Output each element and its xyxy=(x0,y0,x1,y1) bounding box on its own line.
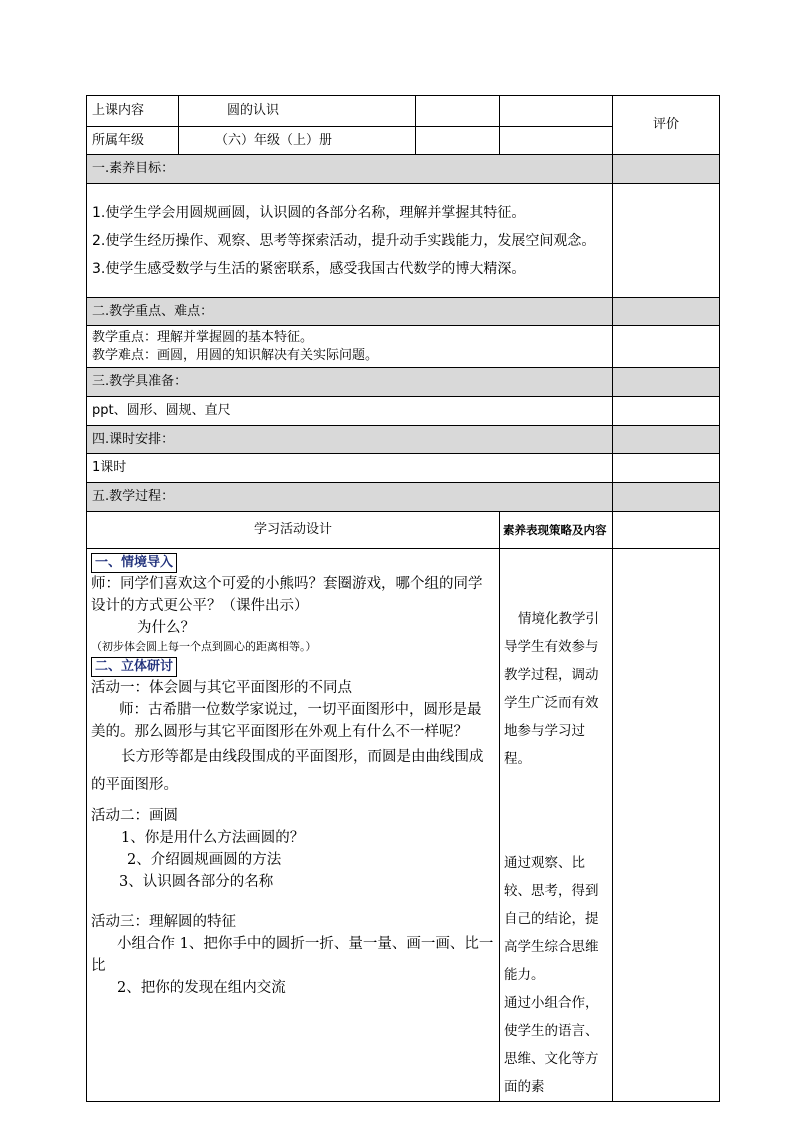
key-point: 教学重点：理解并掌握圆的基本特征。 xyxy=(92,329,314,345)
grade-label: 所属年级 xyxy=(87,127,179,155)
act3-text: 小组合作 1、把你手中的圆折一折、量一量、画一画、比一比 xyxy=(91,936,494,974)
key-title-row xyxy=(87,298,720,326)
evaluation-cell xyxy=(613,483,720,512)
goal-item: 2.使学生经历操作、观察、思考等探索活动，提升动手实践能力，发展空间观念。 xyxy=(92,232,596,249)
part1-line: 师：同学们喜欢这个可爱的小熊吗？套圈游戏，哪个组的同学设计的方式更公平？（课件出示） xyxy=(91,576,483,614)
goal-item: 1.使学生学会用圆规画圆，认识圆的各部分名称，理解并掌握其特征。 xyxy=(92,204,526,221)
empty-cell xyxy=(500,127,613,155)
activity-design-cell xyxy=(87,549,500,1102)
goals-row xyxy=(87,184,720,298)
process-title-row xyxy=(87,483,720,512)
tools-title-row xyxy=(87,368,720,397)
key-point: 教学难点：画圆，用圆的知识解决有关实际问题。 xyxy=(92,347,379,363)
evaluation-cell xyxy=(613,426,720,454)
schedule-row xyxy=(87,454,720,483)
empty-cell xyxy=(416,127,500,155)
tools-value: ppt、圆形、圆规、直尺 xyxy=(87,397,613,426)
course-value: 圆的认识 xyxy=(179,96,416,127)
act2-title: 活动二：画圆 xyxy=(91,808,178,824)
act3-title: 活动三：理解圆的特征 xyxy=(91,914,236,930)
part1-note: （初步体会圆上每一个点到圆心的距离相等。） xyxy=(91,640,317,653)
part1-line: 为什么？ xyxy=(137,620,195,636)
evaluation-label: 评价 xyxy=(613,96,720,155)
act3-item: 2、把你的发现在组内交流 xyxy=(117,980,286,996)
evaluation-cell xyxy=(613,184,720,298)
act1-answer: 长方形等都是由线段围成的平面图形，而圆是由曲线围成的平面图形。 xyxy=(91,749,484,793)
goals-cell xyxy=(87,184,613,298)
part1-label: 一、情境导入 xyxy=(91,553,177,573)
process-title: 五.教学过程： xyxy=(87,483,613,512)
col-activity-header: 学习活动设计 xyxy=(87,512,500,549)
schedule-title: 四.课时安排： xyxy=(87,426,613,454)
evaluation-cell xyxy=(613,298,720,326)
empty-cell xyxy=(500,96,613,127)
evaluation-cell xyxy=(613,326,720,368)
process-body-row xyxy=(87,549,720,1102)
evaluation-cell xyxy=(613,512,720,549)
goals-title-row xyxy=(87,155,720,184)
empty-cell xyxy=(416,96,500,127)
col-strategy-header: 素养表现策略及内容 xyxy=(500,512,613,549)
evaluation-cell xyxy=(613,397,720,426)
strategy-text: 通过小组合作，使学生的语言、思维、文化等方面的素 xyxy=(504,995,599,1095)
act2-item: 1、你是用什么方法画圆的？ xyxy=(121,830,305,846)
key-row xyxy=(87,326,720,368)
act2-item: 3、认识圆各部分的名称 xyxy=(119,874,274,890)
tools-title: 三.教学具准备： xyxy=(87,368,613,397)
goal-item: 3.使学生感受数学与生活的紧密联系，感受我国古代数学的博大精深。 xyxy=(92,260,526,277)
lesson-plan-table xyxy=(86,95,720,1102)
grade-value: （六）年级（上）册 xyxy=(179,127,416,155)
strategy-text: 通过观察、比较、思考，得到自己的结论，提高学生综合思维能力。 xyxy=(504,855,599,983)
tools-row xyxy=(87,397,720,426)
part2-label: 二、立体研讨 xyxy=(91,657,177,677)
process-header-row xyxy=(87,512,720,549)
schedule-title-row xyxy=(87,426,720,454)
evaluation-cell xyxy=(613,368,720,397)
strategy-text: 情境化教学引导学生有效参与教学过程，调动学生广泛而有效地参与学习过程。 xyxy=(504,611,599,767)
schedule-value: 1课时 xyxy=(87,454,613,483)
course-label: 上课内容 xyxy=(87,96,179,127)
act1-title: 活动一：体会圆与其它平面图形的不同点 xyxy=(91,680,352,696)
key-cell xyxy=(87,326,613,368)
key-title: 二.教学重点、难点： xyxy=(87,298,613,326)
evaluation-cell xyxy=(613,454,720,483)
act1-text: 师：古希腊一位数学家说过，一切平面图形中，圆形是最美的。那么圆形与其它平面图形在外观上有什么不一样呢？ xyxy=(91,702,482,740)
goals-title: 一.素养目标： xyxy=(87,155,613,184)
strategy-cell xyxy=(500,549,613,1102)
evaluation-cell xyxy=(613,549,720,1102)
act2-item: 2、介绍圆规画圆的方法 xyxy=(127,852,282,868)
course-row xyxy=(87,96,720,127)
evaluation-cell xyxy=(613,155,720,184)
